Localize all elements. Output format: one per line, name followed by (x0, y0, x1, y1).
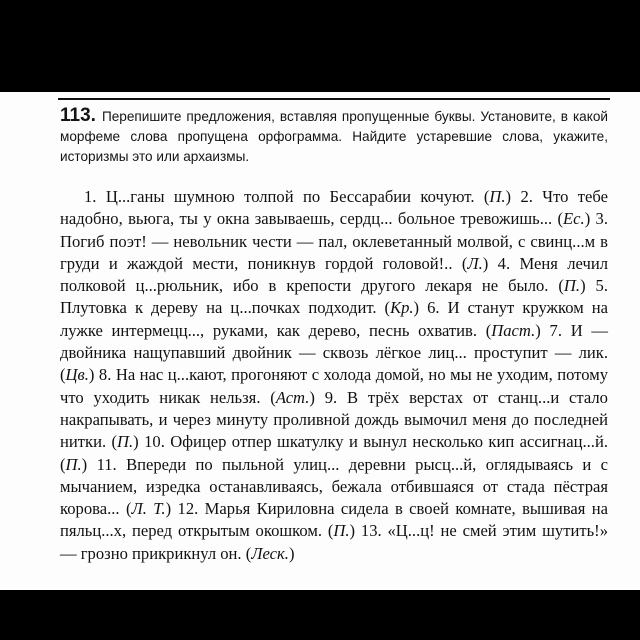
sentence-text: В трёх верстах от станц...и стало накрапывать, и через минуту проливной дождь вымочил меня до последней нитки. (60, 387, 608, 452)
sentence-text: Офицер отпер шкатулку и вынул несколько кип ассигнац...й. (170, 432, 608, 452)
sentence-text: Марья Кириловна сидела в своей комнате, вышивая на пяльц...х, перед открытым окошком. (60, 499, 608, 541)
sentence-number: 13. (360, 521, 382, 541)
sentence-source: П. (333, 521, 350, 541)
sentence-text: Меня лечил полковой ц...рюльник, ибо в крепости другого лекаря не было. (60, 253, 608, 296)
sentence-number: 9. (324, 387, 338, 407)
sentence: 3. Погиб поэт! — невольник чести — пал, оклеветанный молвой, с свинц...м в груди и жаждой мести, поникнув гордой головой!.. (Л.) (60, 209, 608, 273)
sentence-source: Цв. (65, 365, 89, 385)
sentence-number: 5. (595, 276, 608, 296)
sentence: 10. Офицер отпер шкатулку и вынул несколько кип ассигнац...й. (П.) (60, 432, 608, 474)
top-rule (58, 98, 610, 100)
sentence-source: Л. (467, 253, 483, 273)
sentence: 1. Ц...ганы шумною толпой по Бессарабии кочуют. (П.) (84, 187, 521, 206)
sentence-number: 1. (84, 187, 97, 206)
sentence-number: 2. (520, 187, 533, 206)
sentence: 5. Плутовка к дереву на ц...почках подходит. (Кр.) (60, 276, 608, 318)
sentence-text: Ц...ганы шумною толпой по Бессарабии кочуют. (105, 187, 475, 206)
sentence-text: И станут кружком на лужке интермецц..., руками, как дерево, песнь охватив. (60, 298, 608, 340)
sentence-source: Леск. (251, 543, 289, 563)
sentence-number: 11. (96, 454, 117, 474)
sentence-number: 3. (595, 209, 608, 229)
sentence-source: П. (117, 432, 134, 452)
sentence: 4. Меня лечил полковой ц...рюльник, ибо в крепости другого лекаря не было. (П.) (60, 253, 608, 296)
sentence: 2. Что тебе надобно, вьюга, ты у окна завываешь, сердц... больное тревожишь... (Ес.) (60, 187, 608, 229)
sentence-text: Погиб поэт! — невольник чести — пал, оклеветанный молвой, с свинц...м в груди и жаждой мести, поникнув гордой головой!.. (60, 231, 608, 273)
sentence: 9. В трёх верстах от станц...и стало накрапывать, и через минуту проливной дождь вымочил меня до последней нитки. (П.) (60, 387, 608, 452)
sentence: 7. И — двойника нащупавший двойник — сквозь лёгкое лиц... проступит — лик. (Цв.) (60, 320, 608, 385)
sentence-text: Плутовка к дереву на ц...почках подходит. (60, 298, 377, 318)
sentence-number: 4. (497, 253, 511, 273)
sentence-source: П. (489, 187, 506, 206)
task-instruction: Перепишите предложения, вставляя пропущенные буквы. Установите, в какой морфеме слова пропущена орфограмма. Найдите устаревшие слова, укажите, историзмы это или архаизмы. (60, 109, 608, 165)
textbook-page (0, 92, 640, 590)
sentence-source: Паст. (491, 320, 536, 340)
sentence-number: 8. (98, 365, 112, 385)
sentence-source: Кр. (390, 298, 414, 318)
sentence: 8. На нас ц...кают, прогоняют с холода домой, но мы не уходим, потому что уходить никак нельзя. (Аст.) (60, 365, 608, 407)
sentence-text: Впереди по пыльной улиц... деревни рысц...й, оглядываясь и с мычанием, изредка останавливаясь, бежала отбившаяся от стада пёстрая корова... (60, 454, 608, 519)
sentence-number: 10. (144, 432, 165, 452)
sentence-text: Что тебе надобно, вьюга, ты у окна завываешь, сердц... больное тревожишь... (60, 187, 608, 229)
sentence-source: Ес. (563, 209, 585, 229)
sentence-source: Л. Т. (131, 499, 166, 519)
sentence-number: 12. (177, 499, 199, 519)
sentence-number: 6. (427, 298, 440, 318)
task-heading (60, 106, 608, 168)
sentence: 12. Марья Кириловна сидела в своей комнате, вышивая на пяльц...х, перед открытым окошком. (П.) (60, 499, 608, 541)
sentence-source: П. (65, 454, 82, 474)
sentence: 13. «Ц...ц! не смей этим шутить!» — грозно прикрикнул он. (Леск.) (60, 521, 608, 563)
sentence-text: И — двойника нащупавший двойник — сквозь лёгкое лиц... проступит — лик. (60, 320, 608, 363)
sentence-text: «Ц...ц! не смей этим шутить!» — грозно прикрикнул он. (60, 521, 608, 563)
sentence-source: Аст. (275, 387, 310, 407)
sentence: 11. Впереди по пыльной улиц... деревни рысц...й, оглядываясь и с мычанием, изредка останавливаясь, бежала отбившаяся от стада пёстрая корова... (Л. Т.) (60, 454, 608, 519)
sentence-source: П. (563, 276, 581, 296)
sentence-number: 7. (549, 320, 562, 340)
task-number: 113. (60, 105, 96, 126)
exercise-text (60, 186, 608, 565)
sentence-text: На нас ц...кают, прогоняют с холода домой, но мы не уходим, потому что уходить никак нельзя. (60, 365, 608, 407)
sentence: 6. И станут кружком на лужке интермецц..., руками, как дерево, песнь охватив. (Паст.) (60, 298, 608, 340)
